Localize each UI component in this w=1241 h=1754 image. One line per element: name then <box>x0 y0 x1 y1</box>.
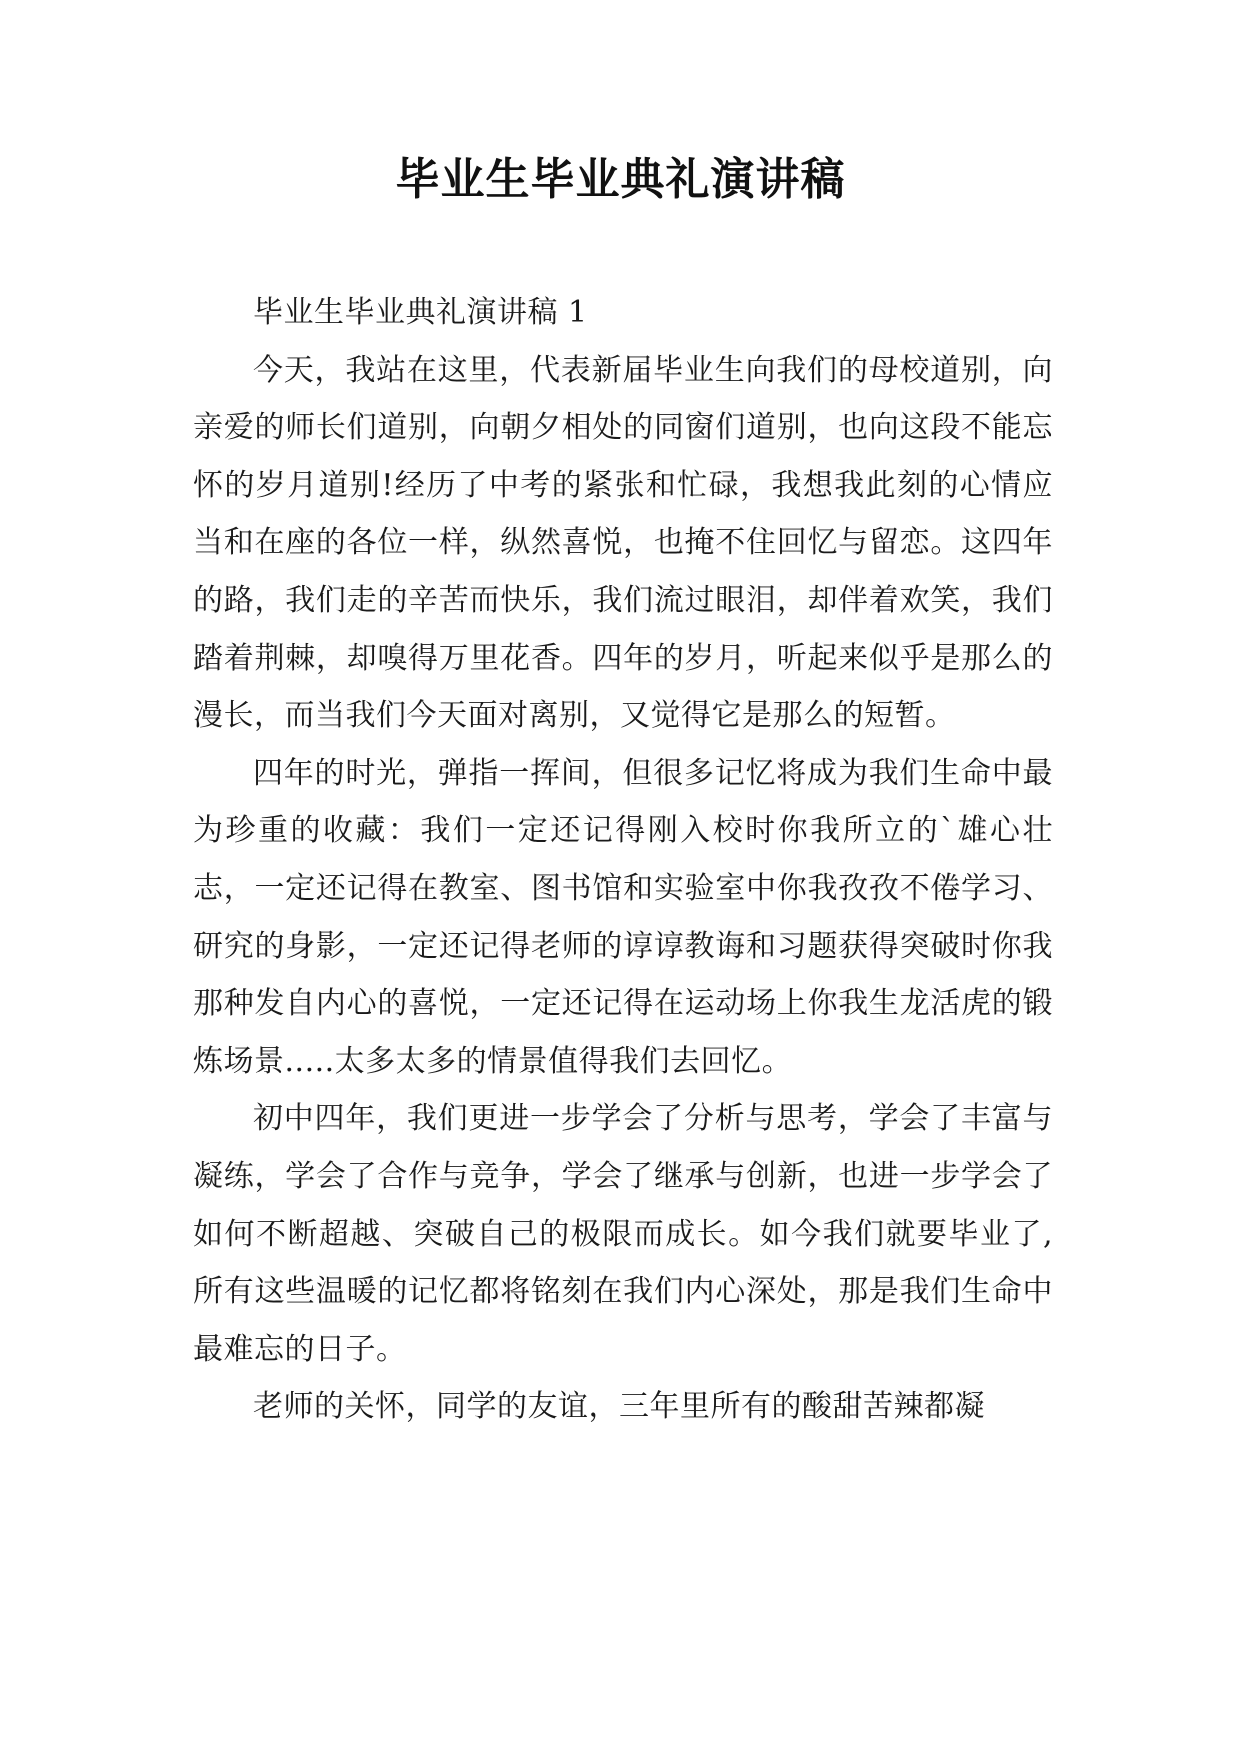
document-title: 毕业生毕业典礼演讲稿 <box>395 154 846 205</box>
paragraph-3: 初中四年，我们更进一步学会了分析与思考，学会了丰富与凝练，学会了合作与竞争，学会了继承与创新，也进一步学会了如何不断超越、突破自己的极限而成长。如今我们就要毕业了,所有这些温暖的记忆都将铭刻在我们内心深处，那是我们生命中最难忘的日子。 <box>193 1101 1053 1367</box>
paragraph-1: 今天，我站在这里，代表新届毕业生向我们的母校道别，向亲爱的师长们道别，向朝夕相处的同窗们道别，也向这段不能忘怀的岁月道别!经历了中考的紧张和忙碌，我想我此刻的心情应当和在座的各位一样，纵然喜悦，也掩不住回忆与留恋。这四年的路，我们走的辛苦而快乐，我们流过眼泪，却伴着欢笑，我们踏着荆棘，却嗅得万里花香。四年的岁月，听起来似乎是那么的漫长，而当我们今天面对离别，又觉得它是那么的短暂。 <box>193 352 1053 734</box>
section-heading: 毕业生毕业典礼演讲稿 1 <box>253 295 588 330</box>
paragraph-4: 老师的关怀，同学的友谊，三年里所有的酸甜苦辣都凝 <box>253 1389 985 1425</box>
document-body <box>193 284 1053 1436</box>
paragraph-2: 四年的时光，弹指一挥间，但很多记忆将成为我们生命中最为珍重的收藏：我们一定还记得刚入校时你我所立的`雄心壮志，一定还记得在教室、图书馆和实验室中你我孜孜不倦学习、研究的身影，一定还记得老师的谆谆教诲和习题获得突破时你我那种发自内心的喜悦，一定还记得在运动场上你我生龙活虎的锻炼场景.....太多太多的情景值得我们去回忆。 <box>193 755 1053 1079</box>
